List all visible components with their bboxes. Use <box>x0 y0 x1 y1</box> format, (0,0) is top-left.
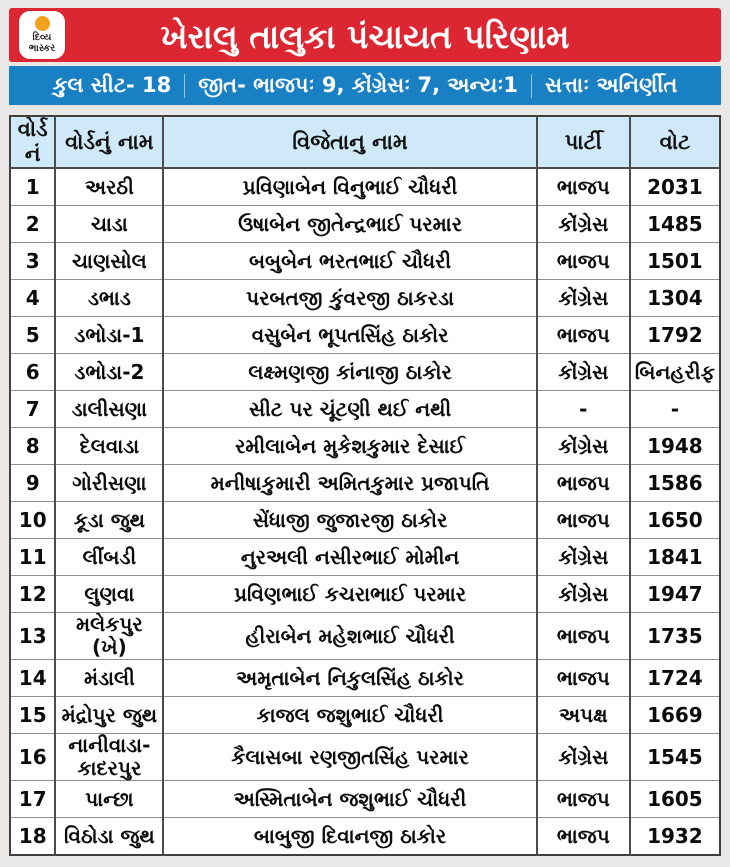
summary-divider <box>184 74 185 98</box>
table-row <box>10 391 720 428</box>
table-row <box>10 734 720 781</box>
table-row <box>10 317 720 354</box>
ward-name-cell: કૂડા જુથ <box>55 502 163 539</box>
table-row <box>10 818 720 856</box>
ward-no-cell: 18 <box>10 818 55 856</box>
winner-name-cell: બબુબેન ભરતભાઈ ચૌધરી <box>163 243 536 280</box>
table-row <box>10 465 720 502</box>
votes-cell: 1586 <box>630 465 720 502</box>
winner-name-cell: કાજલ જશુભાઈ ચૌધરી <box>163 697 536 734</box>
votes-cell: 1724 <box>630 660 720 697</box>
ward-name-cell: મલેકપુર (ખે) <box>55 613 163 660</box>
column-header-votes: વોટ <box>630 116 720 168</box>
ward-name-cell: વિઠોડા જુથ <box>55 818 163 856</box>
table-row <box>10 428 720 465</box>
winner-name-cell: સેંધાજી જુજારજી ઠાકોર <box>163 502 536 539</box>
results-table <box>9 115 721 856</box>
column-header-ward-no: વોર્ડ નં <box>10 116 55 168</box>
ward-no-cell: 5 <box>10 317 55 354</box>
ward-name-cell: દેલવાડા <box>55 428 163 465</box>
ward-name-cell: ડભાડ <box>55 280 163 317</box>
party-cell: ભાજપ <box>537 465 630 502</box>
party-cell: ભાજપ <box>537 781 630 818</box>
party-cell: કોંગ્રેસ <box>537 206 630 243</box>
party-cell: અપક્ષ <box>537 697 630 734</box>
table-row <box>10 576 720 613</box>
column-header-winner: વિજેતાનુ નામ <box>163 116 536 168</box>
party-cell: - <box>537 391 630 428</box>
party-cell: કોંગ્રેસ <box>537 539 630 576</box>
ward-no-cell: 10 <box>10 502 55 539</box>
header-row <box>10 116 720 168</box>
logo-text-line2: ભાસ્કર <box>28 42 56 54</box>
results-table-body <box>10 168 720 855</box>
winner-name-cell: બાબુજી દિવાનજી ઠાકોર <box>163 818 536 856</box>
votes-cell: 1792 <box>630 317 720 354</box>
party-cell: કોંગ્રેસ <box>537 428 630 465</box>
table-row <box>10 354 720 391</box>
ward-no-cell: 4 <box>10 280 55 317</box>
party-cell: કોંગ્રેસ <box>537 734 630 781</box>
ward-name-cell: ડભોડા-2 <box>55 354 163 391</box>
ward-no-cell: 13 <box>10 613 55 660</box>
table-row <box>10 697 720 734</box>
party-cell: ભાજપ <box>537 168 630 206</box>
votes-cell: 1485 <box>630 206 720 243</box>
ward-no-cell: 7 <box>10 391 55 428</box>
party-cell: કોંગ્રેસ <box>537 576 630 613</box>
ward-name-cell: પાન્છા <box>55 781 163 818</box>
ward-no-cell: 8 <box>10 428 55 465</box>
ward-no-cell: 16 <box>10 734 55 781</box>
masthead <box>9 8 721 62</box>
winner-name-cell: અમૃતાબેન નિકુલસિંહ ઠાકોર <box>163 660 536 697</box>
ward-no-cell: 9 <box>10 465 55 502</box>
winner-name-cell: નુરઅલી નસીરભાઈ મોમીન <box>163 539 536 576</box>
winner-name-cell: પ્રવિણભાઈ કચરાભાઈ પરમાર <box>163 576 536 613</box>
winner-name-cell: ઉષાબેન જીતેન્દ્રભાઈ પરમાર <box>163 206 536 243</box>
table-row <box>10 781 720 818</box>
ward-name-cell: અરઠી <box>55 168 163 206</box>
votes-cell: 1545 <box>630 734 720 781</box>
winner-name-cell: વસુબેન ભૂપતસિંહ ઠાકોર <box>163 317 536 354</box>
winner-name-cell: સીટ પર ચૂંટણી થઈ નથી <box>163 391 536 428</box>
table-row <box>10 539 720 576</box>
ward-name-cell: નાનીવાડા-કાદરપુર <box>55 734 163 781</box>
winner-name-cell: અસ્મિતાબેન જશુભાઈ ચૌધરી <box>163 781 536 818</box>
ward-name-cell: મંદ્રોપુર જુથ <box>55 697 163 734</box>
summary-total-seats: કુલ સીટ- 18 <box>52 73 172 97</box>
winner-name-cell: મનીષાકુમારી અમિતકુમાર પ્રજાપતિ <box>163 465 536 502</box>
ward-no-cell: 3 <box>10 243 55 280</box>
ward-no-cell: 12 <box>10 576 55 613</box>
party-cell: કોંગ્રેસ <box>537 354 630 391</box>
summary-bar <box>9 66 721 105</box>
ward-name-cell: મંડાલી <box>55 660 163 697</box>
votes-cell: બિનહરીફ <box>630 354 720 391</box>
logo-text-line1: દિવ્ય <box>32 32 52 44</box>
winner-name-cell: કૈલાસબા રણજીતસિંહ પરમાર <box>163 734 536 781</box>
votes-cell: 2031 <box>630 168 720 206</box>
page-title: ખેરાલુ તાલુકા પંચાયત પરિણામ <box>160 16 570 56</box>
party-cell: ભાજપ <box>537 502 630 539</box>
ward-no-cell: 17 <box>10 781 55 818</box>
ward-name-cell: ડાલીસણા <box>55 391 163 428</box>
votes-cell: 1735 <box>630 613 720 660</box>
winner-name-cell: રમીલાબેન મુકેશકુમાર દેસાઈ <box>163 428 536 465</box>
summary-majority-status: સત્તાઃ અનિર્ણીત <box>544 73 678 97</box>
column-header-ward-name: વોર્ડનું નામ <box>55 116 163 168</box>
summary-divider <box>531 74 532 98</box>
ward-no-cell: 15 <box>10 697 55 734</box>
table-row <box>10 502 720 539</box>
party-cell: ભાજપ <box>537 660 630 697</box>
party-cell: ભાજપ <box>537 317 630 354</box>
results-table-header <box>10 116 720 168</box>
ward-no-cell: 1 <box>25 174 40 199</box>
party-cell: ભાજપ <box>537 818 630 856</box>
column-header-party: પાર્ટી <box>537 116 630 168</box>
ward-name-cell: લુણવા <box>55 576 163 613</box>
table-row <box>10 613 720 660</box>
ward-no-cell: 11 <box>10 539 55 576</box>
votes-cell: 1650 <box>630 502 720 539</box>
ward-no-cell: 2 <box>10 206 55 243</box>
winner-name-cell: હીરાબેન મહેશભાઈ ચૌધરી <box>163 613 536 660</box>
winner-name-cell: પરબતજી કુંવરજી ઠાકરડા <box>163 280 536 317</box>
votes-cell: 1669 <box>630 697 720 734</box>
ward-name-cell: ગોરીસણા <box>55 465 163 502</box>
votes-cell: 1841 <box>630 539 720 576</box>
votes-cell: 1947 <box>630 576 720 613</box>
table-row <box>10 206 720 243</box>
votes-cell: 1948 <box>630 428 720 465</box>
votes-cell: 1304 <box>630 280 720 317</box>
party-cell: ભાજપ <box>537 613 630 660</box>
winner-name-cell: પ્રવિણાબેન વિનુભાઈ ચૌધરી <box>163 168 536 206</box>
votes-cell: 1605 <box>630 781 720 818</box>
ward-name-cell: ડભોડા-1 <box>55 317 163 354</box>
table-row <box>10 243 720 280</box>
ward-name-cell: ચાડા <box>55 206 163 243</box>
logo-text <box>29 33 55 54</box>
ward-no-cell: 6 <box>10 354 55 391</box>
party-cell: ભાજપ <box>537 243 630 280</box>
ward-name-cell: ચાણસોલ <box>55 243 163 280</box>
divya-bhaskar-logo <box>19 11 65 59</box>
votes-cell: 1932 <box>630 818 720 856</box>
party-cell: કોંગ્રેસ <box>537 280 630 317</box>
table-row <box>10 660 720 697</box>
ward-no-cell: 14 <box>10 660 55 697</box>
sun-icon <box>35 16 50 31</box>
votes-cell: - <box>630 391 720 428</box>
winner-name-cell: લક્ષ્મણજી કાંનાજી ઠાકોર <box>163 354 536 391</box>
table-row <box>10 280 720 317</box>
ward-name-cell: લીંબડી <box>55 539 163 576</box>
table-row <box>10 168 720 206</box>
votes-cell: 1501 <box>630 243 720 280</box>
summary-wins: જીત- ભાજપઃ 9, કોંગ્રેસઃ 7, અન્યઃ1 <box>198 73 518 97</box>
